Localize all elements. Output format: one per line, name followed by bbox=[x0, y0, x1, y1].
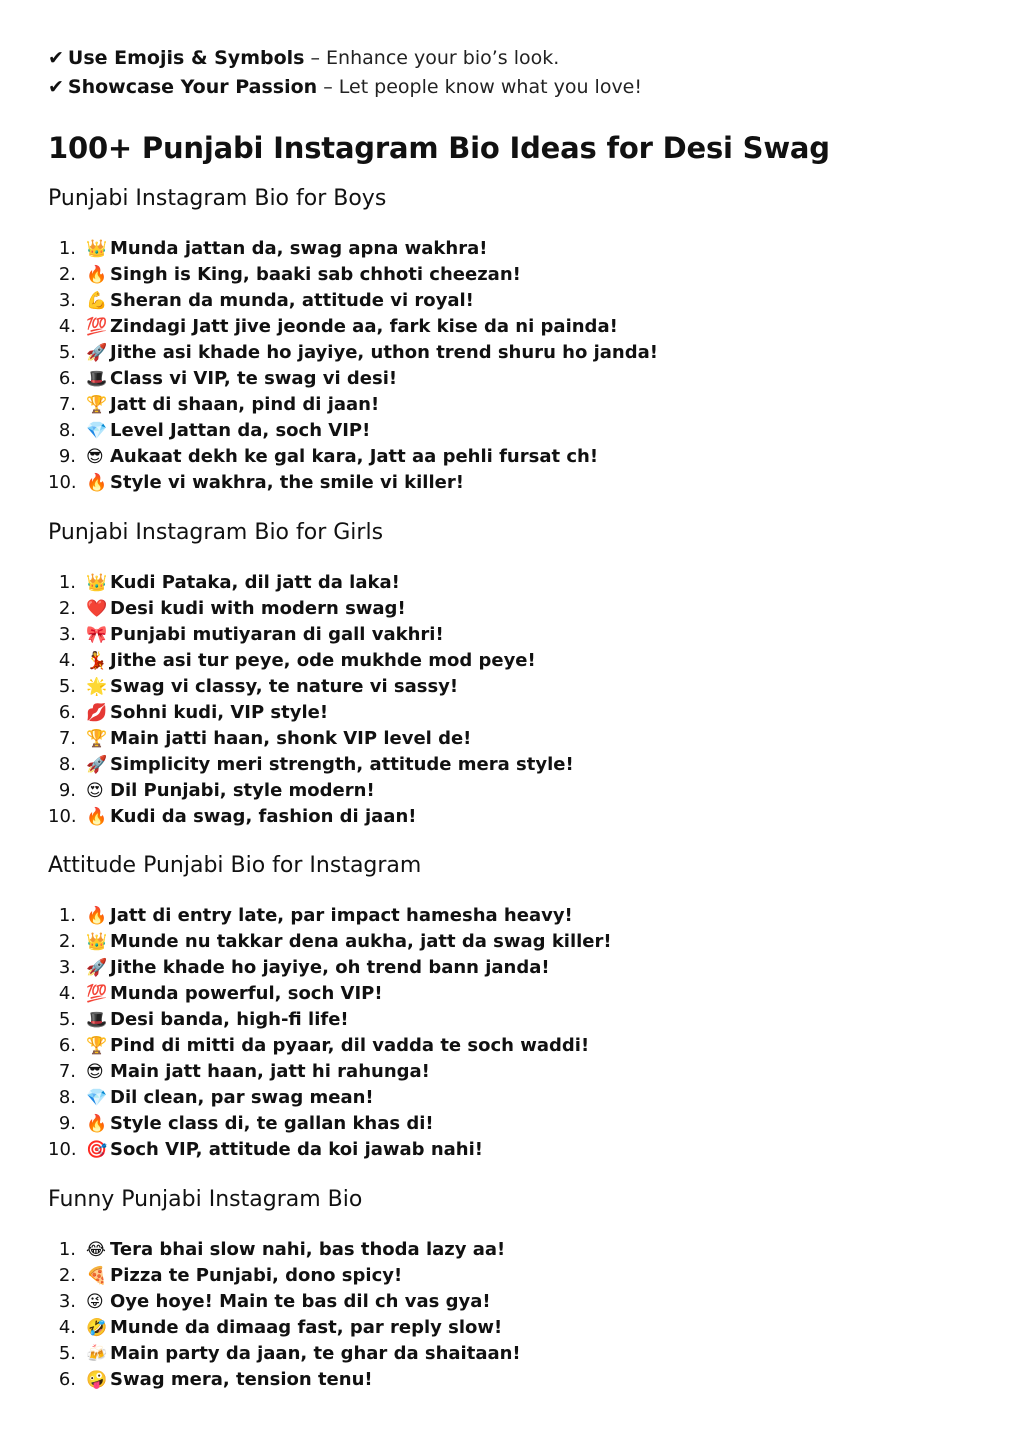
item-number: 7. bbox=[58, 394, 76, 415]
list-item bbox=[48, 340, 988, 366]
list-item bbox=[48, 622, 988, 648]
crown-icon: 👑 bbox=[86, 932, 108, 952]
tears-of-joy-icon: 😂 bbox=[86, 1240, 106, 1260]
item-number: 2. bbox=[58, 598, 76, 619]
item-number: 1. bbox=[58, 238, 76, 259]
hundred-points-icon: 💯 bbox=[86, 317, 108, 337]
flexed-arm-icon: 💪 bbox=[86, 291, 108, 311]
list-item bbox=[48, 236, 988, 262]
heart-icon: ❤️ bbox=[86, 599, 108, 619]
item-text: Main jatt haan, jatt hi rahunga! bbox=[110, 1061, 430, 1082]
list-item bbox=[48, 366, 988, 392]
item-text: Jithe asi tur peye, ode mukhde mod peye! bbox=[110, 650, 536, 671]
item-number: 3. bbox=[58, 624, 76, 645]
list-item bbox=[48, 929, 988, 955]
section-funny bbox=[48, 1185, 988, 1393]
fire-icon: 🔥 bbox=[86, 265, 108, 285]
section-heading: Punjabi Instagram Bio for Boys bbox=[48, 186, 387, 211]
fire-icon: 🔥 bbox=[86, 807, 108, 827]
item-text: Pizza te Punjabi, dono spicy! bbox=[110, 1265, 403, 1286]
item-number: 8. bbox=[58, 1087, 76, 1108]
item-number: 4. bbox=[58, 983, 76, 1004]
item-text: Singh is King, baaki sab chhoti cheezan! bbox=[110, 264, 521, 285]
check-icon: ✔ bbox=[48, 76, 64, 98]
winking-tongue-icon: 😜 bbox=[86, 1292, 104, 1312]
item-number: 9. bbox=[58, 446, 76, 467]
item-number: 10. bbox=[48, 806, 77, 827]
item-text: Dil Punjabi, style modern! bbox=[110, 780, 375, 801]
top-hat-icon: 🎩 bbox=[86, 1010, 108, 1030]
list-item bbox=[48, 700, 988, 726]
fire-icon: 🔥 bbox=[86, 906, 108, 926]
section-heading: Attitude Punjabi Bio for Instagram bbox=[48, 853, 422, 878]
item-text: Jatt di entry late, par impact hamesha heavy! bbox=[110, 905, 573, 926]
item-number: 9. bbox=[58, 1113, 76, 1134]
dancer-icon: 💃 bbox=[86, 651, 108, 671]
pizza-icon: 🍕 bbox=[86, 1266, 108, 1286]
item-text: Style class di, te gallan khas di! bbox=[110, 1113, 434, 1134]
beer-mugs-icon: 🍻 bbox=[86, 1344, 108, 1364]
bio-list bbox=[48, 236, 988, 496]
item-text: Swag mera, tension tenu! bbox=[110, 1369, 373, 1390]
list-item bbox=[48, 444, 988, 470]
list-item bbox=[48, 392, 988, 418]
item-text: Punjabi mutiyaran di gall vakhri! bbox=[110, 624, 444, 645]
section-attitude bbox=[48, 851, 988, 1163]
trophy-icon: 🏆 bbox=[86, 395, 108, 415]
item-number: 5. bbox=[58, 676, 76, 697]
bio-list bbox=[48, 1237, 988, 1393]
item-number: 5. bbox=[58, 1009, 76, 1030]
item-text: Class vi VIP, te swag vi desi! bbox=[110, 368, 398, 389]
item-text: Aukaat dekh ke gal kara, Jatt aa pehli fursat ch! bbox=[110, 446, 599, 467]
tip-desc: – Enhance your bio’s look. bbox=[304, 47, 560, 69]
list-item bbox=[48, 570, 988, 596]
item-number: 10. bbox=[48, 1139, 77, 1160]
crown-icon: 👑 bbox=[86, 573, 108, 593]
rofl-icon: 🤣 bbox=[86, 1318, 108, 1338]
item-number: 1. bbox=[58, 905, 76, 926]
item-number: 3. bbox=[58, 1291, 76, 1312]
item-text: Main party da jaan, te ghar da shaitaan! bbox=[110, 1343, 521, 1364]
list-item bbox=[48, 1315, 988, 1341]
main-title: 100+ Punjabi Instagram Bio Ideas for Desi Swag bbox=[48, 131, 830, 165]
item-number: 10. bbox=[48, 472, 77, 493]
list-item bbox=[48, 674, 988, 700]
star-icon: 🌟 bbox=[86, 677, 108, 697]
rocket-icon: 🚀 bbox=[86, 958, 108, 978]
list-item bbox=[48, 1059, 988, 1085]
list-item bbox=[48, 903, 988, 929]
fire-icon: 🔥 bbox=[86, 1114, 108, 1134]
section-heading: Funny Punjabi Instagram Bio bbox=[48, 1187, 363, 1212]
tip-title: Use Emojis & Symbols bbox=[67, 47, 305, 69]
item-number: 5. bbox=[58, 1343, 76, 1364]
document-page bbox=[48, 44, 988, 1390]
gem-icon: 💎 bbox=[86, 1088, 108, 1108]
gem-icon: 💎 bbox=[86, 421, 108, 441]
list-item bbox=[48, 1085, 988, 1111]
list-item bbox=[48, 596, 988, 622]
list-item bbox=[48, 1263, 988, 1289]
item-number: 8. bbox=[58, 420, 76, 441]
item-number: 7. bbox=[58, 1061, 76, 1082]
item-text: Munda powerful, soch VIP! bbox=[110, 983, 383, 1004]
item-number: 4. bbox=[58, 316, 76, 337]
list-item bbox=[48, 981, 988, 1007]
list-item bbox=[48, 1237, 988, 1263]
sunglasses-face-icon: 😎 bbox=[86, 1062, 104, 1082]
trophy-icon: 🏆 bbox=[86, 729, 108, 749]
list-item bbox=[48, 648, 988, 674]
item-number: 6. bbox=[58, 1035, 76, 1056]
list-item bbox=[48, 1341, 988, 1367]
list-item bbox=[48, 314, 988, 340]
list-item bbox=[48, 262, 988, 288]
list-item bbox=[48, 1137, 988, 1163]
item-text: Style vi wakhra, the smile vi killer! bbox=[110, 472, 464, 493]
sunglasses-face-icon: 😎 bbox=[86, 447, 104, 467]
item-text: Pind di mitti da pyaar, dil vadda te soch waddi! bbox=[110, 1035, 590, 1056]
item-number: 5. bbox=[58, 342, 76, 363]
item-text: Kudi da swag, fashion di jaan! bbox=[110, 806, 417, 827]
item-text: Munde da dimaag fast, par reply slow! bbox=[110, 1317, 503, 1338]
item-text: Dil clean, par swag mean! bbox=[110, 1087, 374, 1108]
heart-eyes-icon: 😍 bbox=[86, 781, 104, 801]
item-text: Soch VIP, attitude da koi jawab nahi! bbox=[110, 1139, 483, 1160]
crown-icon: 👑 bbox=[86, 239, 108, 259]
kiss-mark-icon: 💋 bbox=[86, 703, 108, 723]
item-text: Jithe khade ho jayiye, oh trend bann janda! bbox=[110, 957, 550, 978]
item-text: Sohni kudi, VIP style! bbox=[110, 702, 329, 723]
item-text: Kudi Pataka, dil jatt da laka! bbox=[110, 572, 400, 593]
item-text: Desi banda, high-fi life! bbox=[110, 1009, 349, 1030]
item-text: Main jatti haan, shonk VIP level de! bbox=[110, 728, 472, 749]
item-number: 6. bbox=[58, 1369, 76, 1390]
item-number: 6. bbox=[58, 368, 76, 389]
rocket-icon: 🚀 bbox=[86, 343, 108, 363]
section-boys bbox=[48, 184, 988, 496]
item-text: Simplicity meri strength, attitude mera style! bbox=[110, 754, 574, 775]
check-icon: ✔ bbox=[48, 47, 64, 69]
tip-emojis bbox=[48, 44, 988, 73]
item-text: Swag vi classy, te nature vi sassy! bbox=[110, 676, 459, 697]
list-item bbox=[48, 752, 988, 778]
list-item bbox=[48, 804, 988, 830]
item-text: Level Jattan da, soch VIP! bbox=[110, 420, 371, 441]
list-item bbox=[48, 1007, 988, 1033]
item-text: Munde nu takkar dena aukha, jatt da swag killer! bbox=[110, 931, 612, 952]
list-item bbox=[48, 1367, 988, 1393]
rocket-icon: 🚀 bbox=[86, 755, 108, 775]
tip-desc: – Let people know what you love! bbox=[317, 76, 642, 98]
item-text: Tera bhai slow nahi, bas thoda lazy aa! bbox=[110, 1239, 506, 1260]
trophy-icon: 🏆 bbox=[86, 1036, 108, 1056]
item-number: 3. bbox=[58, 290, 76, 311]
list-item bbox=[48, 1033, 988, 1059]
ribbon-icon: 🎀 bbox=[86, 625, 108, 645]
item-text: Jatt di shaan, pind di jaan! bbox=[110, 394, 380, 415]
list-item bbox=[48, 288, 988, 314]
fire-icon: 🔥 bbox=[86, 473, 108, 493]
top-hat-icon: 🎩 bbox=[86, 369, 108, 389]
tip-passion bbox=[48, 73, 988, 102]
item-number: 7. bbox=[58, 728, 76, 749]
item-number: 4. bbox=[58, 1317, 76, 1338]
list-item bbox=[48, 418, 988, 444]
item-number: 2. bbox=[58, 264, 76, 285]
zany-face-icon: 🤪 bbox=[86, 1370, 108, 1390]
list-item bbox=[48, 470, 988, 496]
item-number: 1. bbox=[58, 572, 76, 593]
item-number: 2. bbox=[58, 1265, 76, 1286]
item-text: Sheran da munda, attitude vi royal! bbox=[110, 290, 474, 311]
item-text: Desi kudi with modern swag! bbox=[110, 598, 406, 619]
list-item bbox=[48, 726, 988, 752]
list-item bbox=[48, 1111, 988, 1137]
list-item bbox=[48, 778, 988, 804]
hundred-points-icon: 💯 bbox=[86, 984, 108, 1004]
target-icon: 🎯 bbox=[86, 1140, 108, 1160]
bio-list bbox=[48, 570, 988, 830]
item-text: Oye hoye! Main te bas dil ch vas gya! bbox=[110, 1291, 491, 1312]
item-text: Munda jattan da, swag apna wakhra! bbox=[110, 238, 488, 259]
item-number: 6. bbox=[58, 702, 76, 723]
section-girls bbox=[48, 518, 988, 830]
item-number: 1. bbox=[58, 1239, 76, 1260]
item-text: Jithe asi khade ho jayiye, uthon trend shuru ho janda! bbox=[110, 342, 658, 363]
bio-list bbox=[48, 903, 988, 1163]
item-number: 9. bbox=[58, 780, 76, 801]
list-item bbox=[48, 1289, 988, 1315]
list-item bbox=[48, 955, 988, 981]
item-number: 4. bbox=[58, 650, 76, 671]
item-text: Zindagi Jatt jive jeonde aa, fark kise da ni painda! bbox=[110, 316, 618, 337]
tip-title: Showcase Your Passion bbox=[67, 76, 318, 98]
item-number: 3. bbox=[58, 957, 76, 978]
item-number: 2. bbox=[58, 931, 76, 952]
item-number: 8. bbox=[58, 754, 76, 775]
section-heading: Punjabi Instagram Bio for Girls bbox=[48, 520, 384, 545]
